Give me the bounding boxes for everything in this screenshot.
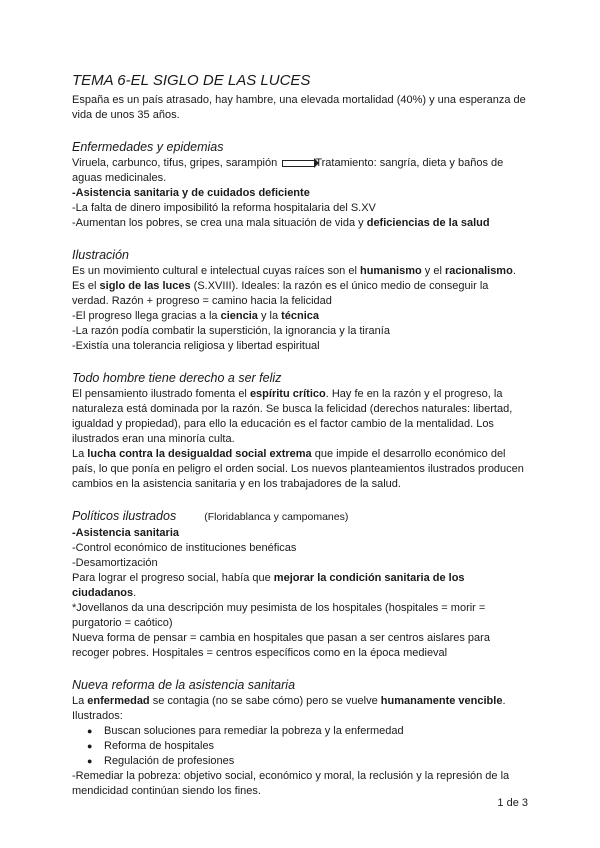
line-asistencia — [72, 526, 528, 541]
section-heading-enfermedades: Enfermedades y epidemias — [72, 140, 224, 154]
text: -Aumentan los pobres, se crea una mala situación de vida y — [72, 217, 367, 229]
line-progreso — [72, 309, 528, 324]
line-aumentan-pobres — [72, 216, 528, 231]
text: y la — [257, 310, 282, 322]
text: Es un movimiento cultural e intelectual cuyas raíces son el — [72, 265, 360, 277]
jovellanos-paragraph: *Jovellanos da una descripción muy pesimista de los hospitales (hospitales = morir = purgatorio = caótico) — [72, 602, 486, 629]
bold-text: lucha contra la desigualdad social extrema — [87, 448, 312, 460]
heading-text: Políticos ilustrados — [72, 509, 177, 523]
bold-text: deficiencias de la salud — [366, 217, 490, 229]
lucha-paragraph — [72, 447, 528, 492]
text: . Hay fe en la razón y el progreso, la naturaleza está dominada por la razón. Se busca la felicidad (derechos naturales: libertad, igualdad y propiedad), para ello la educación es el factor cambio de la mentalidad. Los ilustrados eran una minoría culta. — [72, 388, 513, 445]
bold-text: mejorar la condición sanitaria de los ciudadanos — [72, 572, 465, 599]
progreso-social-paragraph — [72, 571, 528, 601]
bold-text: humanismo — [359, 265, 422, 277]
bold-text: humanamente vencible — [380, 695, 503, 707]
document-title: TEMA 6-EL SIGLO DE LAS LUCES — [72, 72, 311, 89]
bold-text: ciencia — [220, 310, 258, 322]
enfermedad-paragraph — [72, 694, 528, 724]
page-number: 1 de 3 — [497, 797, 528, 809]
line-razon: -La razón podía combatir la superstición, la ignorancia y la tiranía — [72, 325, 390, 337]
document-page — [72, 72, 528, 799]
text: . — [133, 587, 137, 599]
line-falta-dinero: -La falta de dinero imposibilitó la reforma hospitalaria del S.XV — [72, 202, 376, 214]
section-heading-nueva-reforma: Nueva reforma de la asistencia sanitaria — [72, 678, 296, 692]
bold-text: -Asistencia sanitaria — [72, 527, 179, 539]
bold-text: -Asistencia sanitaria y de cuidados deficiente — [72, 187, 310, 199]
bold-text: técnica — [281, 310, 320, 322]
line-desamortizacion: -Desamortización — [72, 557, 158, 569]
line-tolerancia: -Existía una tolerancia religiosa y libertad espiritual — [72, 340, 320, 352]
text: . Es el — [72, 265, 516, 292]
text: Para lograr el progreso social, había que — [72, 572, 274, 584]
section-heading-ilustracion: Ilustración — [72, 248, 129, 262]
text: . Ilustrados: — [72, 695, 506, 722]
bold-text: enfermedad — [87, 695, 150, 707]
heading-aside: (Floridablanca y campomanes) — [204, 511, 349, 523]
remediar-pobreza-paragraph: -Remediar la pobreza: objetivo social, económico y moral, la reclusión y la represión de la mendicidad continúan siendo los fines. — [72, 770, 510, 797]
text: se contagia (no se sabe cómo) pero se vuelve — [149, 695, 381, 707]
disease-list-line — [72, 156, 528, 186]
ilustracion-paragraph — [72, 264, 528, 309]
list-item: ● Buscan soluciones para remediar la pobreza y la enfermedad — [104, 724, 528, 739]
line-control: -Control económico de instituciones benéficas — [72, 542, 297, 554]
text: que impide el desarrollo económico del país, lo que ponía en peligro el orden social. Los nuevos planteamientos ilustrados producen cambios en la asistencia sanitaria y en los trabajadores de la salud. — [72, 448, 524, 490]
text: El pensamiento ilustrado fomenta el — [72, 388, 250, 400]
list-item: ● Reforma de hospitales — [104, 739, 528, 754]
line-asistencia-deficiente — [72, 186, 528, 201]
disease-list: Viruela, carbunco, tifus, gripes, sarampión — [72, 157, 278, 169]
section-heading-derecho-feliz: Todo hombre tiene derecho a ser feliz — [72, 371, 282, 385]
treatment-text: Tratamiento: sangría, dieta y baños de aguas medicinales. — [72, 157, 504, 184]
bold-text: siglo de las luces — [99, 280, 191, 292]
bold-text: racionalismo — [444, 265, 513, 277]
bold-text: espíritu crítico — [249, 388, 326, 400]
section-heading-politicos — [72, 508, 528, 525]
text: y el — [421, 265, 445, 277]
right-arrow-icon — [282, 160, 314, 167]
intro-paragraph: España es un país atrasado, hay hambre, una elevada mortalidad (40%) y una esperanza de vida de unos 35 años. — [72, 94, 526, 121]
text: (S.XVIII). Ideales: la razón es el único medio de conseguir la verdad. Razón + progreso = camino hacia la felicidad — [72, 280, 489, 307]
nueva-forma-paragraph: Nueva forma de pensar = cambia en hospitales que pasan a ser centros aislares para recoger pobres. Hospitales = centros específicos como en la época medieval — [72, 632, 490, 659]
bullet-list — [72, 724, 528, 769]
list-item: ● Regulación de profesiones — [104, 754, 528, 769]
text: La — [72, 695, 88, 707]
pensamiento-paragraph — [72, 387, 528, 447]
text: La — [72, 448, 88, 460]
text: -El progreso llega gracias a la — [72, 310, 221, 322]
